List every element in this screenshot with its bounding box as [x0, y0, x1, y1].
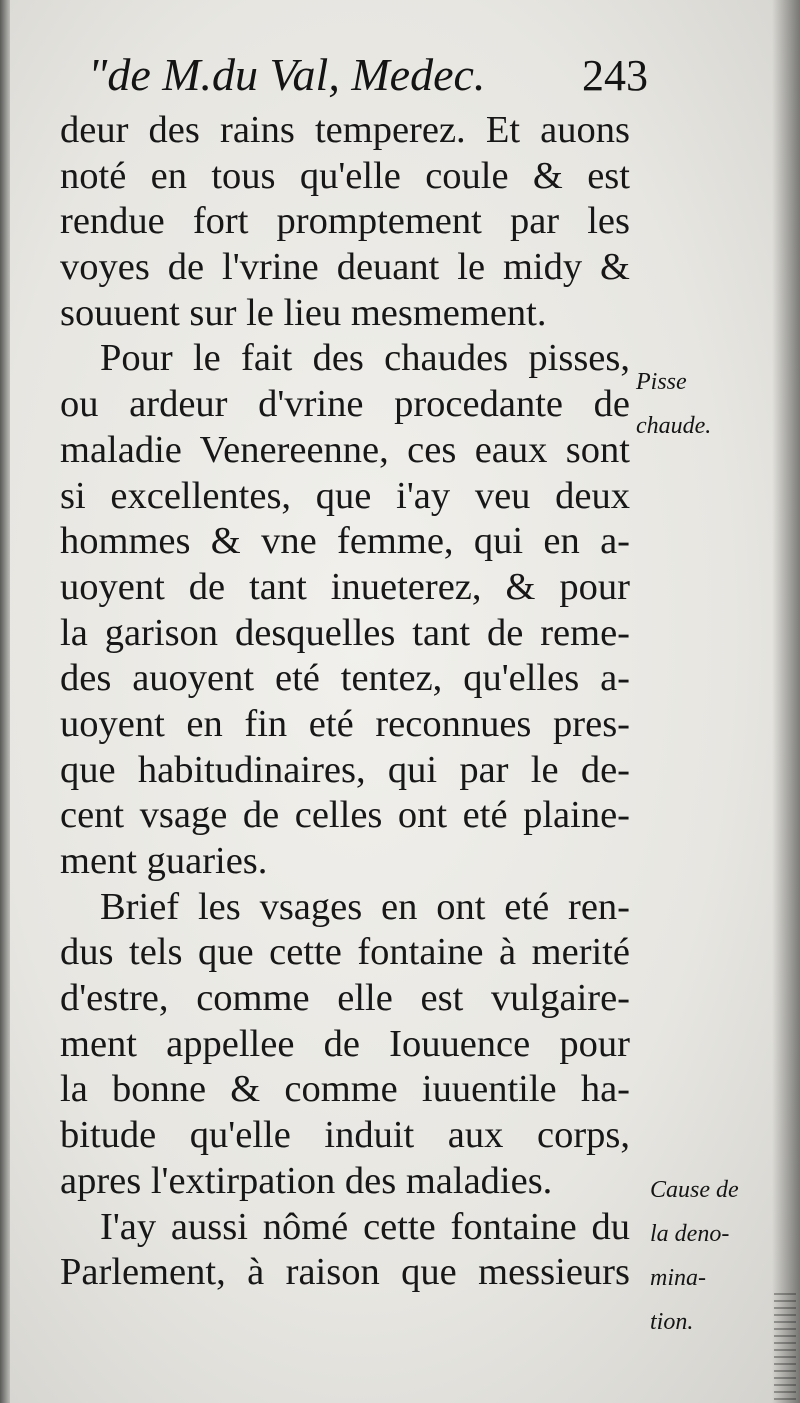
text-line: Brief les vsages en ont eté ren- [100, 885, 630, 928]
text-line: uoyent en fin eté reconnues pres- [60, 702, 630, 745]
margin-note-line: tion. [650, 1309, 694, 1335]
text-line: deur des rains temperez. Et auons [60, 109, 630, 151]
margin-note-cause-denomination [650, 1168, 739, 1344]
margin-note-line: mina- [650, 1265, 706, 1291]
text-line: Pour le fait des chaudes pisses, [100, 337, 630, 380]
text-line: noté en tous qu'elle coule & est [60, 154, 630, 197]
margin-note-line: la deno- [650, 1221, 730, 1247]
text-line: d'estre, comme elle est vulgaire- [60, 977, 630, 1020]
text-line: maladie Venereenne, ces eaux sont [60, 428, 630, 471]
text-line: hommes & vne femme, qui en a- [60, 520, 630, 563]
text-line: souuent sur le lieu mesmement. [60, 291, 547, 334]
margin-note-line: Pisse [636, 369, 687, 395]
text-line: cent vsage de celles ont eté plaine- [60, 794, 630, 837]
text-line: apres l'extirpation des maladies. [60, 1159, 553, 1202]
text-line: Parlement, à raison que messieurs [60, 1251, 630, 1294]
margin-note-line: chaude. [636, 413, 712, 439]
text-line: uoyent de tant inueterez, & pour [60, 565, 630, 608]
text-line: ment guaries. [60, 840, 268, 882]
text-line: la garison desquelles tant de reme- [60, 611, 630, 654]
text-line: bitude qu'elle induit aux corps, [60, 1114, 630, 1157]
running-head: "de M.du Val, Medec. [88, 49, 486, 100]
text-line: voyes de l'vrine deuant le midy & [60, 246, 630, 289]
text-line: si excellentes, que i'ay veu deux [60, 474, 630, 517]
margin-note-pisse-chaude [636, 360, 711, 448]
text-line: dus tels que cette fontaine à merité [60, 931, 630, 974]
text-line: la bonne & comme iuuentile ha- [60, 1068, 630, 1111]
text-line: des auoyent eté tentez, qu'elles a- [60, 657, 630, 700]
page-edge-shadow [772, 0, 800, 1403]
page-number: 243 [582, 51, 648, 100]
text-line: ment appellee de Iouuence pour [60, 1022, 630, 1065]
text-line: ou ardeur d'vrine procedante de [60, 383, 630, 426]
page-edge-specks [774, 1290, 796, 1400]
text-line: rendue fort promptement par les [60, 200, 630, 243]
body-text [60, 108, 630, 1296]
page-header [88, 40, 648, 110]
text-line: I'ay aussi nômé cette fontaine du [100, 1205, 630, 1248]
page-gutter-shadow [0, 0, 10, 1403]
text-line: que habitudinaires, qui par le de- [60, 748, 630, 791]
margin-note-line: Cause de [650, 1177, 739, 1203]
